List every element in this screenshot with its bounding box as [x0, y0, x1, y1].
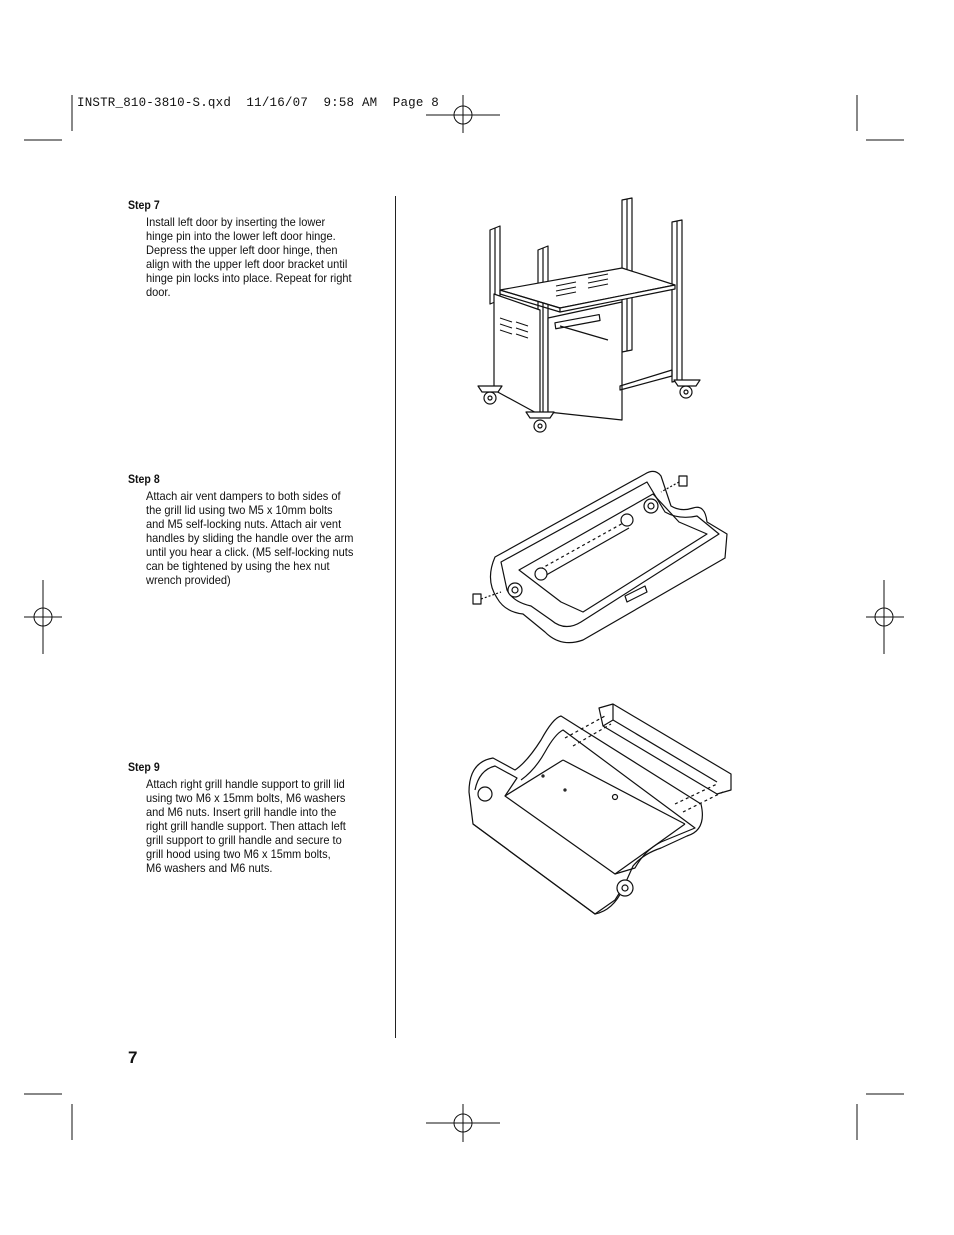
step-8-title: Step 8: [128, 472, 160, 486]
step-8-text: Attach air vent dampers to both sides of the grill lid using two M5 x 10mm bolts and M5 self-locking nuts. Attach air vent handles by sliding the handle over the arm until you hear a click. (M5 self-locking nuts can be tightened by using the hex nut wrench provided): [146, 489, 354, 587]
registration-mark-bottom: [426, 1104, 500, 1142]
page-number: 7: [128, 1048, 138, 1067]
registration-mark-right: [866, 580, 904, 654]
step-7-cart-illustration: [460, 190, 720, 440]
step-9-text: Attach right grill handle support to grill lid using two M6 x 15mm bolts, M6 washers and M6 nuts. Insert grill handle into the right grill handle support. Then attach left grill support to grill handle and secure to grill hood using two M6 x 15mm bolts, M6 washers and M6 nuts.: [146, 777, 346, 875]
step-7-title: Step 7: [128, 198, 160, 212]
step-7-text: Install left door by inserting the lower hinge pin into the lower left door hinge. Depress the upper left door hinge, then align with the upper left door bracket until hinge pin locks into place. Repeat for right door.: [146, 215, 352, 299]
column-divider: [395, 196, 396, 1038]
step-8-grill-lid-illustration: [465, 462, 735, 652]
file-slug: INSTR_810-3810-S.qxd 11/16/07 9:58 AM Page 8: [77, 96, 439, 110]
registration-mark-left: [24, 580, 62, 654]
step-9-grill-hood-illustration: [465, 700, 740, 920]
step-9-title: Step 9: [128, 760, 160, 774]
